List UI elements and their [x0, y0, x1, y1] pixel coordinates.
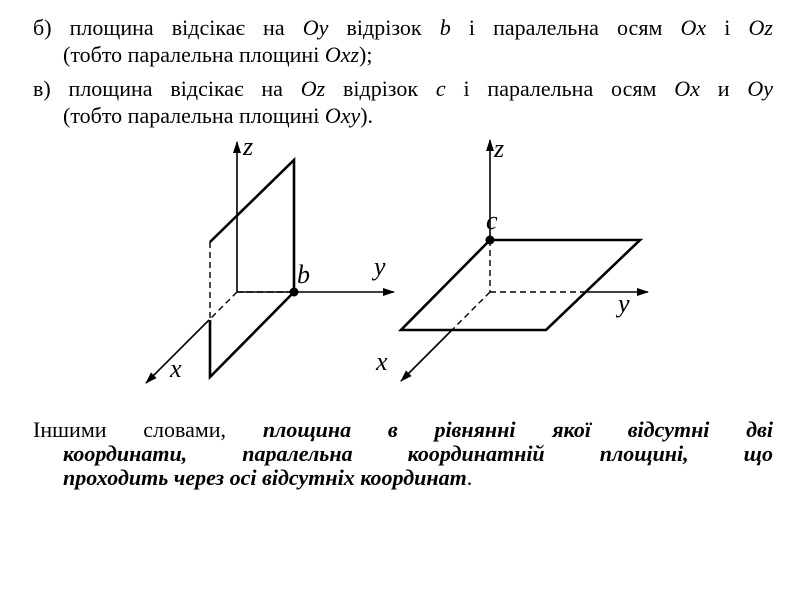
- item-v-text-4: и: [699, 76, 748, 101]
- z-axis-label: z: [243, 132, 254, 161]
- y-axis-label: y: [374, 252, 386, 281]
- plane-oxz-parallel: [210, 160, 294, 377]
- x-axis-label: x: [170, 354, 182, 383]
- z-axis-label: z: [494, 134, 505, 163]
- summary-bold-3: проходить через осі відсутніх координат: [63, 465, 467, 490]
- axis-oy-label: Oy: [747, 76, 773, 101]
- item-v-text-3: і паралельна осям: [445, 76, 675, 101]
- axis-oy-label: Oy: [302, 15, 329, 40]
- y-axis-label: y: [618, 289, 630, 318]
- summary-lead: Іншими словами,: [33, 417, 263, 442]
- plane-oxy-label: Oxy: [324, 103, 361, 128]
- item-v-text-6: ).: [360, 103, 374, 128]
- x-axis: [401, 330, 452, 381]
- point-c-label: c: [486, 206, 498, 235]
- item-b-text-5: (тобто паралельна площині: [63, 42, 325, 67]
- plane-oxy-parallel: [401, 240, 640, 330]
- summary-line-2: [33, 442, 773, 466]
- axis-ox-label: Ox: [680, 15, 707, 40]
- summary-bold-1: площина в рівнянні якої відсутні дві: [262, 417, 773, 442]
- point-c: [486, 236, 495, 245]
- axis-oz-label: Oz: [748, 15, 773, 40]
- summary-paragraph: [33, 418, 773, 490]
- summary-end: .: [466, 465, 473, 490]
- axis-ox-label: Ox: [674, 76, 700, 101]
- summary-line-1: [33, 418, 773, 442]
- point-b-label: b: [297, 260, 310, 289]
- item-b-text-1: б) площина відсікає на: [33, 15, 303, 40]
- diagram-left: [146, 132, 394, 383]
- plane-oxz-label: Oxz: [324, 42, 360, 67]
- segment-c-label: c: [435, 76, 446, 101]
- item-b-text-2: відрізок: [328, 15, 440, 40]
- axis-oz-label: Oz: [300, 76, 326, 101]
- segment-b-label: b: [439, 15, 451, 40]
- x-axis-hidden: [209, 292, 237, 320]
- summary-bold-2: координати, паралельна координатній площині, що: [63, 441, 773, 466]
- item-b-text-3: і паралельна осям: [450, 15, 681, 40]
- item-v-text-5: (тобто паралельна площині: [63, 103, 325, 128]
- summary-line-3: [33, 466, 773, 490]
- item-b-text-6: );: [359, 42, 373, 67]
- x-axis-hidden: [452, 292, 490, 330]
- item-v-text-2: відрізок: [325, 76, 436, 101]
- diagram-right: [375, 134, 648, 381]
- x-axis-label: x: [376, 347, 388, 376]
- item-v-text-1: в) площина відсікає на: [33, 76, 301, 101]
- item-b-text-4: і: [706, 15, 749, 40]
